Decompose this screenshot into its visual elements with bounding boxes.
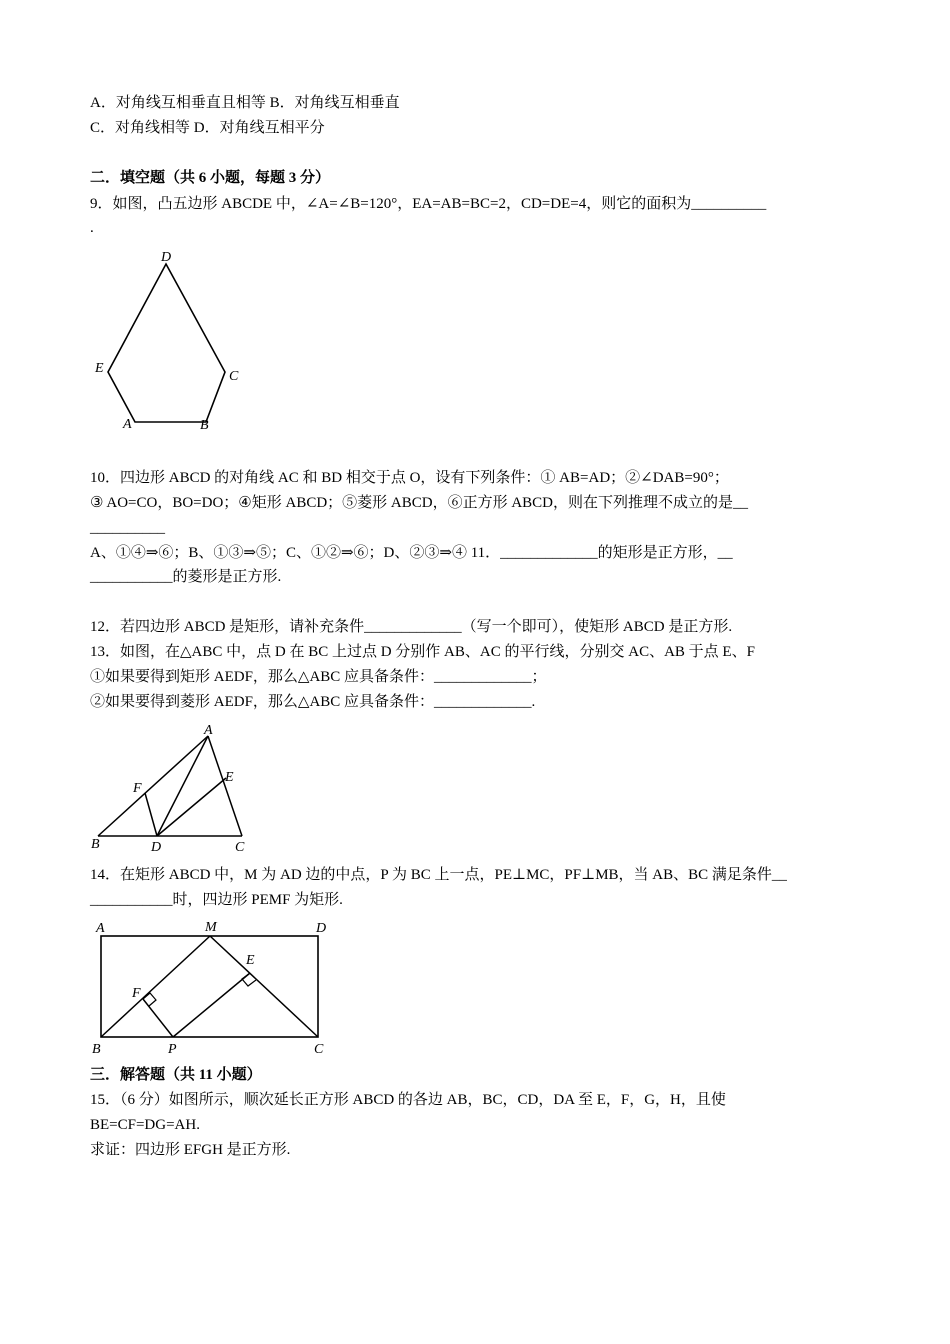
section-3-title: 三．解答题（共 11 小题） <box>90 1067 262 1083</box>
pentagon-label-a: A <box>123 417 132 432</box>
q8-option-line-2: C．对角线相等 D．对角线互相平分 <box>90 120 325 136</box>
triangle-label-f: F <box>133 781 142 796</box>
q10-line-5: ___________的菱形是正方形. <box>90 569 282 585</box>
triangle-label-a: A <box>204 723 213 738</box>
q13-line-1: 13．如图，在△ABC 中，点 D 在 BC 上过点 D 分别作 AB、AC 的平行线，分别交 AC、AB 于点 E、F <box>90 644 755 660</box>
q13-line-2: ①如果要得到矩形 AEDF，那么△ABC 应具备条件：_____________； <box>90 669 547 685</box>
rect-label-m: M <box>205 920 217 935</box>
rect-label-c: C <box>314 1042 324 1057</box>
triangle-label-c: C <box>235 840 245 855</box>
rect-label-b: B <box>92 1042 101 1057</box>
rect-label-d: D <box>316 921 327 936</box>
segment-pf <box>143 999 173 1037</box>
q9-tail: . <box>90 220 94 236</box>
q10-line-3: __________ <box>90 520 165 536</box>
rect-label-f: F <box>132 986 141 1001</box>
rect-label-e: E <box>246 953 255 968</box>
pentagon-shape <box>108 264 225 422</box>
right-angle-mark-e <box>242 973 256 986</box>
segment-pe <box>173 973 250 1037</box>
pentagon-label-b: B <box>200 418 209 433</box>
section-2-title: 二．填空题（共 6 小题，每题 3 分） <box>90 170 331 186</box>
q14-line-1: 14．在矩形 ABCD 中，M 为 AD 边的中点，P 为 BC 上一点，PE⊥MC，PF⊥MB，当 AB、BC 满足条件__ <box>90 867 787 883</box>
segment-fd <box>145 793 157 836</box>
triangle-label-b: B <box>91 837 100 852</box>
rectangle-figure <box>88 916 338 1058</box>
q9-text: 9．如图，凸五边形 ABCDE 中，∠A=∠B=120°，EA=AB=BC=2，CD=DE=4，则它的面积为__________ <box>90 196 767 212</box>
segment-de <box>157 778 226 836</box>
triangle-label-d: D <box>151 840 162 855</box>
segment-ad <box>157 736 208 836</box>
triangle-label-e: E <box>225 770 234 785</box>
pentagon-figure <box>88 244 258 434</box>
q13-line-3: ②如果要得到菱形 AEDF，那么△ABC 应具备条件：_____________. <box>90 694 536 710</box>
pentagon-label-c: C <box>229 369 239 384</box>
q10-line-4: A、①④⇒⑥；B、①③⇒⑤；C、①②⇒⑥；D、②③⇒④ 11．_____________的矩形是正方形，__ <box>90 545 733 561</box>
rect-label-p: P <box>168 1042 177 1057</box>
q15-line-3: 求证：四边形 EFGH 是正方形. <box>90 1142 291 1158</box>
q15-line-2: BE=CF=DG=AH. <box>90 1117 200 1133</box>
q12-text: 12．若四边形 ABCD 是矩形，请补充条件_____________（写一个即可），使矩形 ABCD 是正方形. <box>90 619 733 635</box>
q14-line-2: ___________时，四边形 PEMF 为矩形. <box>90 892 343 908</box>
triangle-side-ac <box>208 736 242 836</box>
q15-line-1: 15．（6 分）如图所示，顺次延长正方形 ABCD 的各边 AB，BC，CD，DA 至 E，F，G，H，且使 <box>90 1092 726 1108</box>
q10-line-2: ③ AO=CO，BO=DO；④矩形 ABCD；⑤菱形 ABCD，⑥正方形 ABCD，则在下列推理不成立的是__ <box>90 495 749 511</box>
triangle-figure <box>88 720 258 855</box>
segment-mc <box>210 936 318 1037</box>
q8-option-line-1: A．对角线互相垂直且相等 B．对角线互相垂直 <box>90 95 400 111</box>
pentagon-label-e: E <box>95 361 104 376</box>
right-angle-mark-f <box>143 993 156 1006</box>
segment-mb <box>101 936 210 1037</box>
rect-label-a: A <box>96 921 105 936</box>
pentagon-label-d: D <box>161 250 172 265</box>
q10-line-1: 10．四边形 ABCD 的对角线 AC 和 BD 相交于点 O，设有下列条件：① AB=AD；②∠DAB=90°； <box>90 470 729 486</box>
